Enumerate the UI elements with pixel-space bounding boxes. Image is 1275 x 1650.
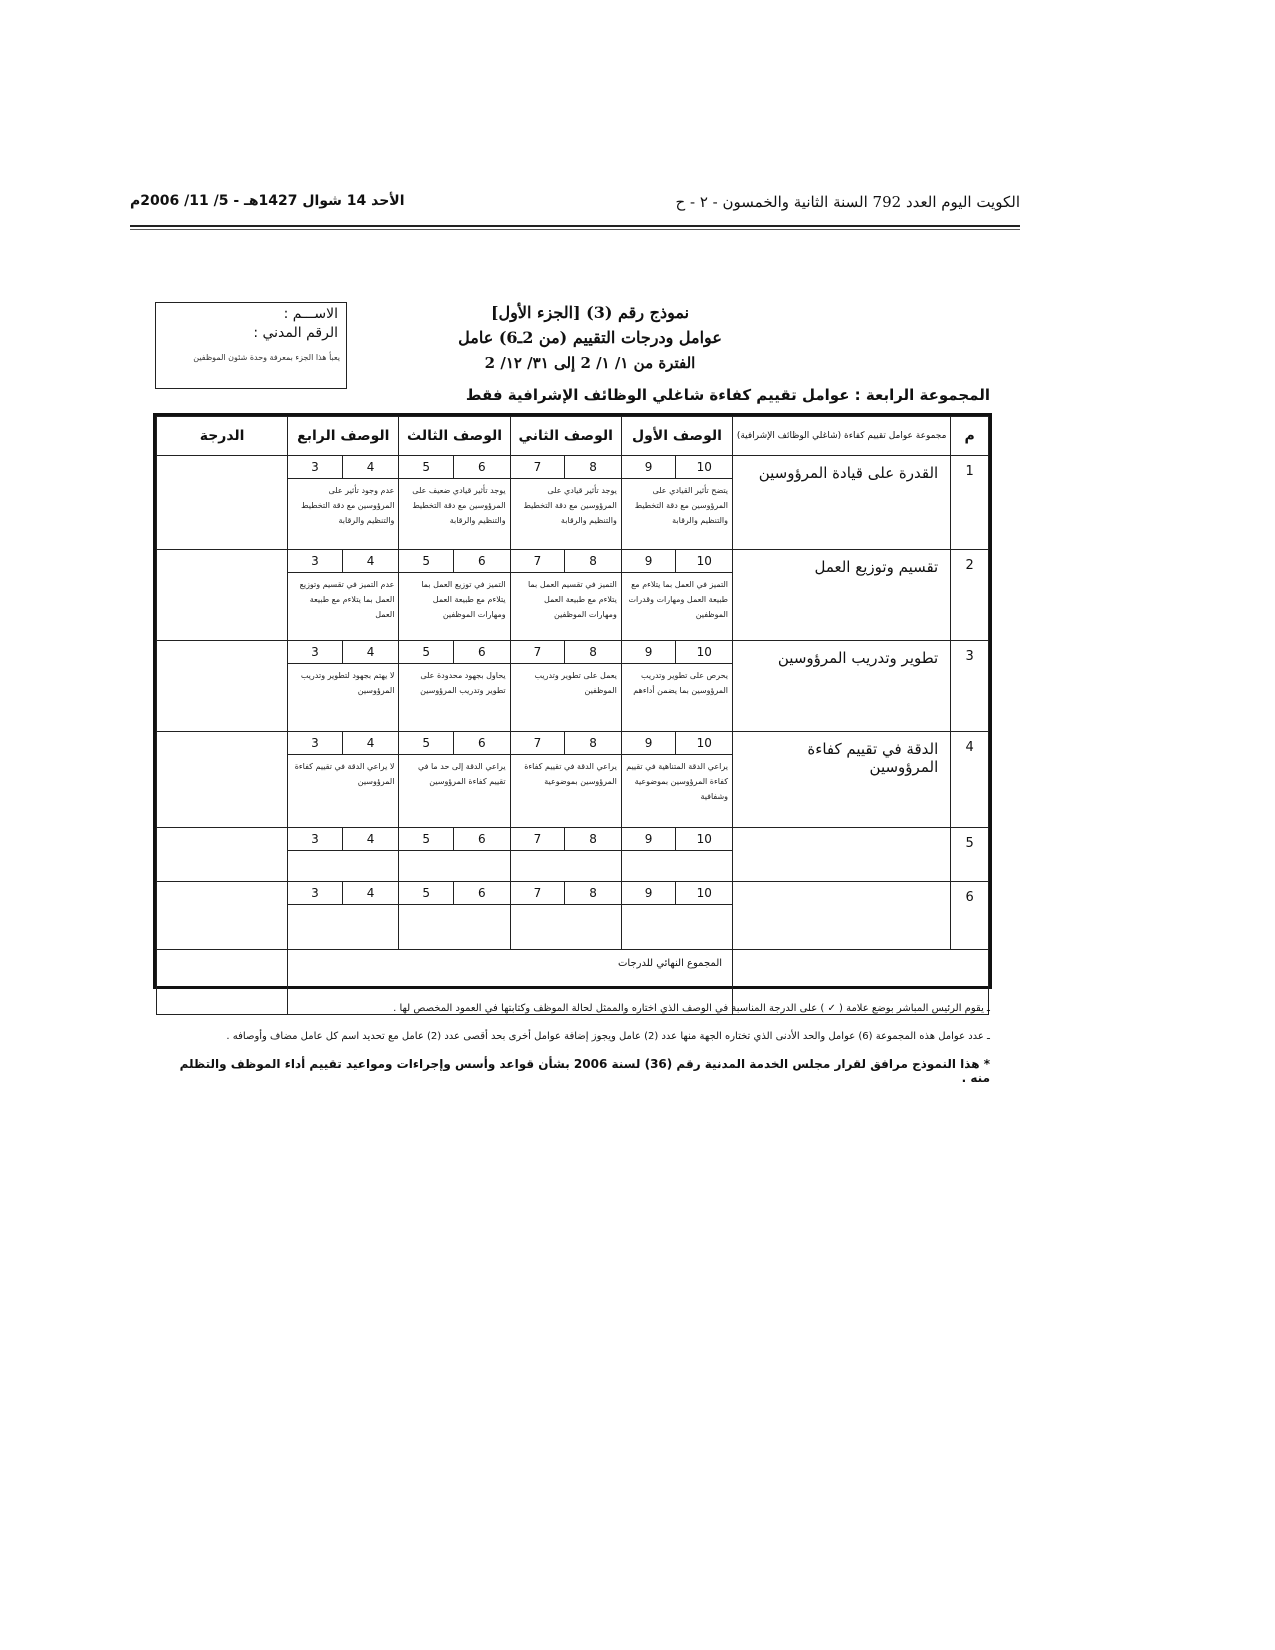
factor-row [157,828,989,851]
info-box-note: يعبأ هذا الجزء بمعرفة وحدة شئون الموظفين [193,353,340,362]
score-cell[interactable]: 3 [288,641,343,664]
factor-number: 1 [951,456,989,550]
factor-row [157,456,989,479]
factor-number: 5 [951,828,989,882]
description-cell [399,851,510,882]
score-cell[interactable]: 3 [288,882,343,905]
description-cell: يعمل على تطوير وتدريب الموظفين [510,664,621,732]
description-cell: يوجد تأثير قيادي ضعيف على المرؤوسين مع دقة التخطيط والتنظيم والرقابة [399,479,510,550]
score-cell[interactable]: 5 [399,641,454,664]
header-factor-group: مجموعة عوامل تقييم كفاءة (شاغلي الوظائف الإشرافية) [733,417,951,456]
description-cell: التميز في تقسيم العمل بما يتلاءم مع طبيعة العمل ومهارات الموظفين [510,573,621,641]
score-cell[interactable]: 6 [453,732,510,755]
score-cell[interactable]: 9 [621,732,676,755]
score-cell[interactable]: 6 [453,550,510,573]
header-description-3: الوصف الثالث [399,417,510,456]
score-cell[interactable]: 10 [676,828,733,851]
score-cell[interactable]: 6 [453,641,510,664]
score-cell[interactable]: 10 [676,882,733,905]
name-label: الاســـم : [283,306,338,322]
score-cell[interactable]: 8 [565,550,622,573]
header-rule [130,225,1020,227]
footnote-checkmark-instruction: ـ يقوم الرئيس المباشر بوضع علامة ( ✓ ) على الدرجة المناسبة في الوصف الذي اختاره والممثل لحالة الموظف وكتابتها في العمود المخصص لها . [393,1003,990,1014]
grade-cell[interactable] [157,550,288,641]
civil-id-label: الرقم المدني : [253,325,338,341]
grade-cell[interactable] [157,732,288,828]
score-cell[interactable]: 5 [399,828,454,851]
factor-row [157,641,989,664]
score-cell[interactable]: 10 [676,550,733,573]
score-cell[interactable]: 5 [399,882,454,905]
description-cell: عدم وجود تأثير على المرؤوسين مع دقة التخطيط والتنظيم والرقابة [288,479,399,550]
grade-cell[interactable] [157,882,288,950]
header-description-2: الوصف الثاني [510,417,621,456]
score-cell[interactable]: 3 [288,456,343,479]
evaluation-period: الفترة من ١/ ١/ 2 إلى ٣١/ ١٢/ 2 [484,354,696,372]
description-cell [510,905,621,950]
score-cell[interactable]: 6 [453,882,510,905]
score-cell[interactable]: 3 [288,550,343,573]
score-cell[interactable]: 8 [565,828,622,851]
factor-name: القدرة على قيادة المرؤوسين [733,456,951,550]
header-grade: الدرجة [157,417,288,456]
grade-cell[interactable] [157,456,288,550]
score-cell[interactable]: 4 [342,882,399,905]
description-cell: يراعي الدقة في تقييم كفاءة المرؤوسين بموضوعية [510,755,621,828]
total-label: المجموع النهائي للدرجات [288,950,733,1015]
factor-number: 4 [951,732,989,828]
factor-name [733,882,951,950]
score-cell[interactable]: 4 [342,456,399,479]
description-cell [510,851,621,882]
score-cell[interactable]: 8 [565,732,622,755]
header-rule-thin [130,229,1020,230]
score-cell[interactable]: 7 [510,641,565,664]
description-cell: لا يهتم بجهود لتطوير وتدريب المرؤوسين [288,664,399,732]
description-cell [288,905,399,950]
score-cell[interactable]: 5 [399,456,454,479]
score-cell[interactable]: 9 [621,882,676,905]
description-cell: يراعي الدقة إلى حد ما في تقييم كفاءة المرؤوسين [399,755,510,828]
score-cell[interactable]: 10 [676,641,733,664]
score-cell[interactable]: 4 [342,828,399,851]
description-cell: يحرص على تطوير وتدريب المرؤوسين بما يضمن أداءهم [621,664,732,732]
score-cell[interactable]: 8 [565,882,622,905]
score-cell[interactable]: 6 [453,828,510,851]
gazette-header-date: الأحد 14 شوال 1427هـ - 5/ 11/ 2006م [130,193,405,209]
score-cell[interactable]: 10 [676,456,733,479]
score-cell[interactable]: 7 [510,456,565,479]
form-number-title: نموذج رقم (3) [الجزء الأول] [490,303,690,322]
score-cell[interactable]: 4 [342,732,399,755]
score-cell[interactable]: 7 [510,732,565,755]
footnote-factor-count: ـ عدد عوامل هذه المجموعة (6) عوامل والحد الأدنى الذي تختاره الجهة منها عدد (2) عامل ويجوز إضافة عوامل أخرى بحد أقصى عدد (2) عامل مع تحديد اسم كل عامل مضاف وأوصافه . [226,1031,990,1042]
score-cell[interactable]: 5 [399,550,454,573]
header-num: م [951,417,989,456]
score-cell[interactable]: 3 [288,828,343,851]
score-cell[interactable]: 4 [342,641,399,664]
factor-name: الدقة في تقييم كفاءة المرؤوسين [733,732,951,828]
header-description-1: الوصف الأول [621,417,732,456]
score-cell[interactable]: 5 [399,732,454,755]
factor-row [157,732,989,755]
gazette-header-issue: الكويت اليوم العدد 792 السنة الثانية والخمسون - ٢ - ح [675,193,1020,211]
description-cell [621,851,732,882]
evaluation-table [153,413,992,989]
score-cell[interactable]: 8 [565,641,622,664]
score-cell[interactable]: 9 [621,828,676,851]
employee-info-box [155,302,347,389]
score-cell[interactable]: 9 [621,456,676,479]
form-subtitle: عوامل ودرجات التقييم (من 2ـ6) عامل [458,328,722,347]
score-cell[interactable]: 7 [510,882,565,905]
evaluation-grid [156,416,989,1015]
header-description-4: الوصف الرابع [288,417,399,456]
description-cell: يوجد تأثير قيادي على المرؤوسين مع دقة التخطيط والتنظيم والرقابة [510,479,621,550]
score-cell[interactable]: 6 [453,456,510,479]
footnote-decision-reference: * هذا النموذج مرافق لقرار مجلس الخدمة المدنية رقم (36) لسنة 2006 بشأن قواعد وأسس وإجراءات ومواعيد تقييم أداء الموظف والتظلم منه . [179,1057,990,1085]
score-cell[interactable]: 9 [621,550,676,573]
score-cell[interactable]: 7 [510,550,565,573]
description-cell: يراعي الدقة المتناهية في تقييم كفاءة المرؤوسين بموضوعية وشفافية [621,755,732,828]
description-cell: يحاول بجهود محدودة على تطوير وتدريب المرؤوسين [399,664,510,732]
score-cell[interactable]: 4 [342,550,399,573]
grade-cell[interactable] [157,828,288,882]
score-cell[interactable]: 9 [621,641,676,664]
factor-name: تطوير وتدريب المرؤوسين [733,641,951,732]
description-cell [399,905,510,950]
factor-name [733,828,951,882]
factor-number: 2 [951,550,989,641]
factor-row [157,550,989,573]
description-cell: يتضح تأثير القيادي على المرؤوسين مع دقة التخطيط والتنظيم والرقابة [621,479,732,550]
factor-number: 6 [951,882,989,950]
score-cell[interactable]: 10 [676,732,733,755]
description-cell: التميز في العمل بما يتلاءم مع طبيعة العمل ومهارات وقدرات الموظفين [621,573,732,641]
group-title: المجموعة الرابعة : عوامل تقييم كفاءة شاغلي الوظائف الإشرافية فقط [465,386,990,404]
factor-number: 3 [951,641,989,732]
description-cell: التميز في توزيع العمل بما يتلاءم مع طبيعة العمل ومهارات الموظفين [399,573,510,641]
score-cell[interactable]: 3 [288,732,343,755]
factor-row [157,882,989,905]
description-cell: لا يراعي الدقة في تقييم كفاءة المرؤوسين [288,755,399,828]
score-cell[interactable]: 7 [510,828,565,851]
description-cell [288,851,399,882]
description-cell: عدم التميز في تقسيم وتوزيع العمل بما يتلاءم مع طبيعة العمل [288,573,399,641]
description-cell [621,905,732,950]
grade-cell[interactable] [157,641,288,732]
score-cell[interactable]: 8 [565,456,622,479]
factor-name: تقسيم وتوزيع العمل [733,550,951,641]
